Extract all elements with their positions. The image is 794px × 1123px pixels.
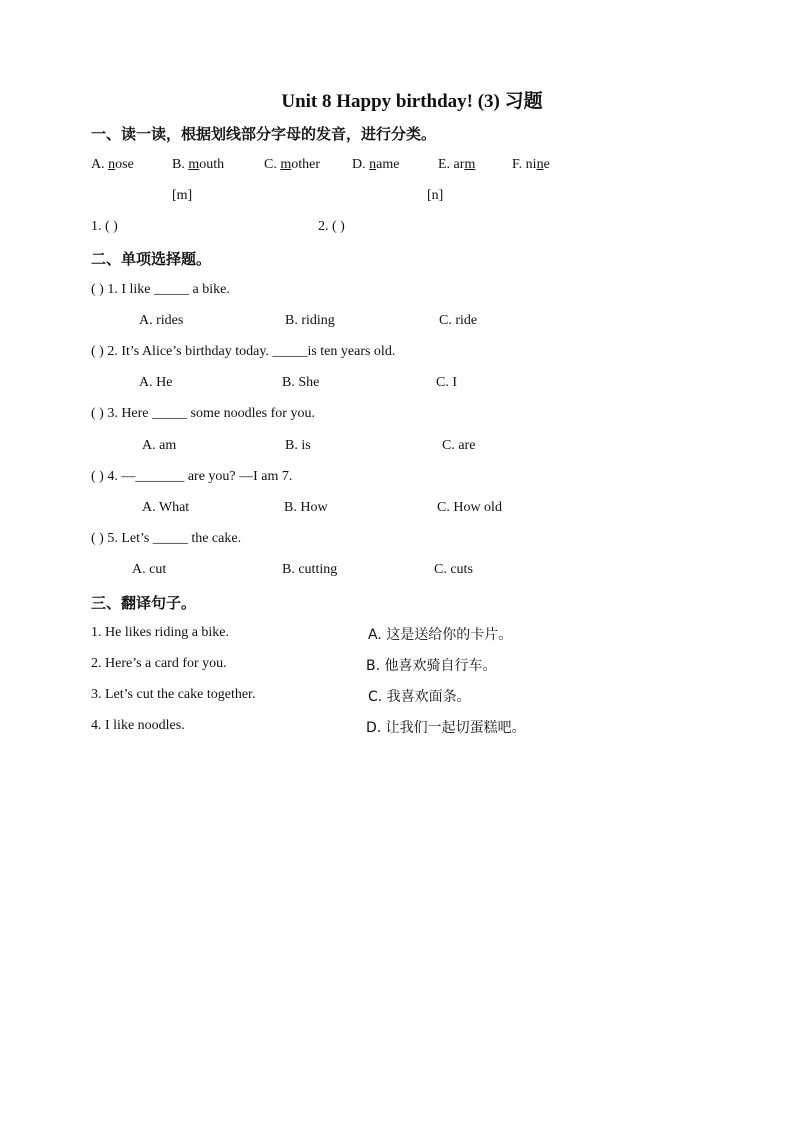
sound-n-label: [n] bbox=[427, 188, 444, 203]
underlined-letter: m bbox=[464, 157, 476, 172]
underlined-letter: n bbox=[536, 157, 544, 172]
q1-option-a: A. rides bbox=[139, 313, 184, 328]
chinese-sentence-d: D. 让我们一起切蛋糕吧。 bbox=[366, 720, 526, 736]
q4-option-c: C. How old bbox=[437, 500, 502, 515]
question-2: ( ) 2. It’s Alice’s birthday today. _____is ten years old. bbox=[91, 344, 396, 359]
english-sentence-1: 1. He likes riding a bike. bbox=[91, 625, 230, 640]
underlined-letter: n bbox=[108, 157, 116, 172]
q2-option-c: C. I bbox=[436, 375, 457, 390]
option-text: outh bbox=[199, 157, 225, 172]
option-text: other bbox=[291, 157, 320, 172]
phonics-option-f bbox=[512, 157, 550, 173]
section2-heading: 二、单项选择题。 bbox=[91, 250, 212, 268]
q4-option-a: A. What bbox=[142, 500, 190, 515]
question-4: ( ) 4. —_______ are you? —I am 7. bbox=[91, 469, 293, 484]
q3-option-a: A. am bbox=[142, 438, 177, 453]
sound-m-label: [m] bbox=[172, 188, 193, 203]
q3-option-c: C. are bbox=[442, 438, 476, 453]
chinese-sentence-c: C. 我喜欢面条。 bbox=[368, 689, 471, 705]
page-title: Unit 8 Happy birthday! (3) 习题 bbox=[281, 91, 543, 112]
phonics-option-a bbox=[91, 157, 134, 173]
question-5: ( ) 5. Let’s _____ the cake. bbox=[91, 531, 242, 546]
q5-option-c: C. cuts bbox=[434, 562, 473, 577]
option-text: e bbox=[543, 157, 550, 172]
q2-option-b: B. She bbox=[282, 375, 320, 390]
option-text: B. bbox=[172, 157, 189, 172]
phonics-option-d bbox=[352, 157, 399, 173]
q1-option-c: C. ride bbox=[439, 313, 478, 328]
english-sentence-4: 4. I like noodles. bbox=[91, 718, 185, 733]
answer-blank-2: 2. ( ) bbox=[318, 219, 345, 234]
question-1: ( ) 1. I like _____ a bike. bbox=[91, 282, 230, 297]
q5-option-a: A. cut bbox=[132, 562, 167, 577]
chinese-sentence-a: A. 这是送给你的卡片。 bbox=[368, 627, 513, 643]
question-3: ( ) 3. Here _____ some noodles for you. bbox=[91, 406, 315, 421]
q3-option-b: B. is bbox=[285, 438, 311, 453]
underlined-letter: m bbox=[280, 157, 292, 172]
option-text: ose bbox=[115, 157, 134, 172]
english-sentence-2: 2. Here’s a card for you. bbox=[91, 656, 227, 671]
option-text: C. bbox=[264, 157, 281, 172]
underlined-letter: n bbox=[369, 157, 377, 172]
chinese-sentence-b: B. 他喜欢骑自行车。 bbox=[366, 658, 497, 674]
q5-option-b: B. cutting bbox=[282, 562, 338, 577]
section3-heading: 三、翻译句子。 bbox=[91, 594, 197, 612]
option-text: D. bbox=[352, 157, 370, 172]
q1-option-b: B. riding bbox=[285, 313, 335, 328]
section1-heading: 一、读一读，根据划线部分字母的发音，进行分类。 bbox=[91, 125, 437, 143]
option-text: A. bbox=[91, 157, 109, 172]
english-sentence-3: 3. Let’s cut the cake together. bbox=[91, 687, 256, 702]
answer-blank-1: 1. ( ) bbox=[91, 219, 118, 234]
q4-option-b: B. How bbox=[284, 500, 328, 515]
phonics-option-c bbox=[264, 157, 320, 173]
option-text: F. ni bbox=[512, 157, 537, 172]
option-text: ame bbox=[376, 157, 400, 172]
phonics-option-e bbox=[438, 157, 475, 173]
underlined-letter: m bbox=[188, 157, 200, 172]
option-text: E. ar bbox=[438, 157, 465, 172]
phonics-option-b bbox=[172, 157, 224, 173]
q2-option-a: A. He bbox=[139, 375, 173, 390]
